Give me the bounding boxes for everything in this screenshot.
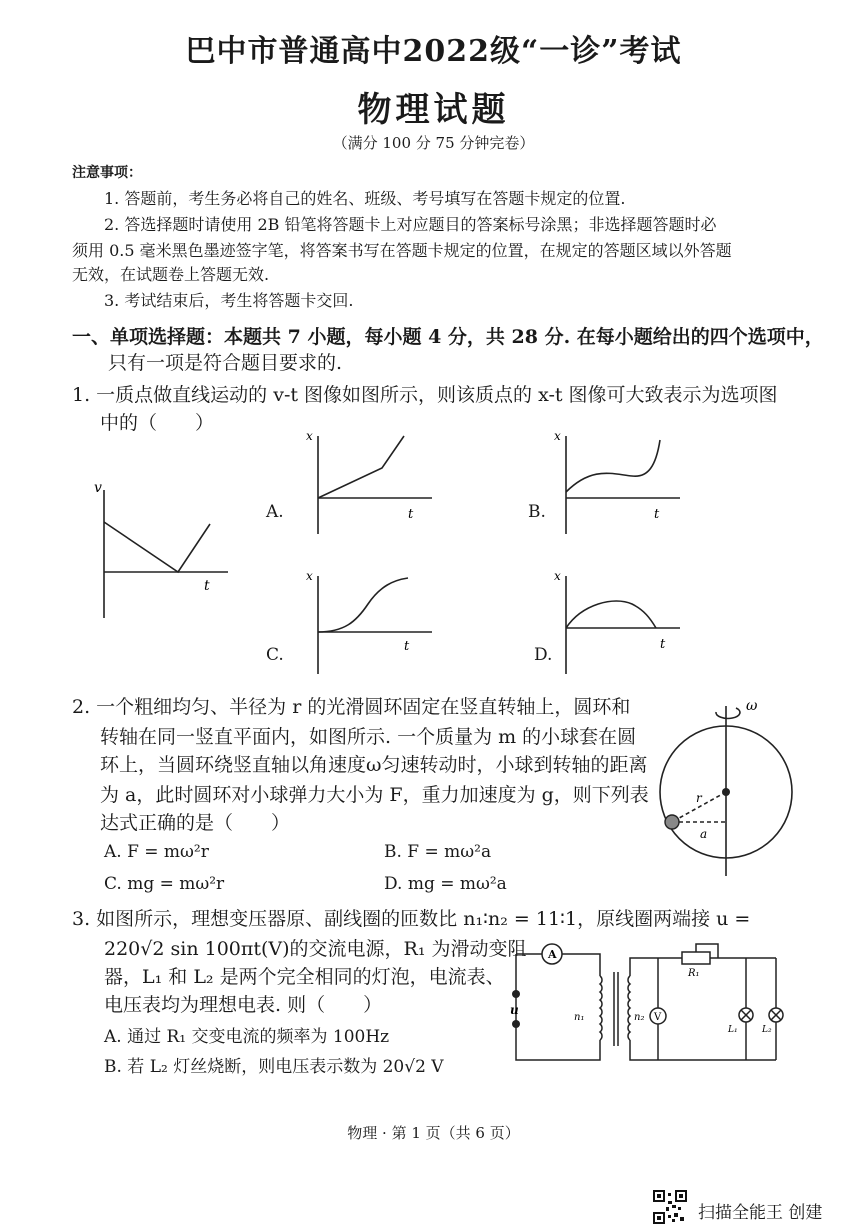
q3-stem-line-1: 3. 如图所示，理想变压器原、副线圈的匝数比 n₁∶n₂ = 11∶1，原线圈两端接 u = [72, 908, 751, 930]
n1-label: n₁ [574, 1012, 585, 1023]
q1-c-xlabel: t [404, 639, 410, 654]
section1-heading: 一、单项选择题：本题共 7 小题，每小题 4 分，共 28 分. 在每小题给出的四个选项中， [72, 326, 824, 348]
q1-option-b-label: B. [528, 502, 546, 522]
q1-option-c-label: C. [266, 645, 284, 665]
q1-d-ylabel: x [554, 569, 561, 583]
q2-option-a: A. F = mω²r [104, 842, 209, 862]
q3-option-b: B. 若 L₂ 灯丝烧断，则电压表示数为 20√2 V [104, 1057, 444, 1077]
l1-label: L₁ [728, 1025, 738, 1035]
q1-option-a-graph [304, 426, 434, 536]
q2-stem-line-1: 2. 一个粗细均匀、半径为 r 的光滑圆环固定在竖直转轴上，圆环和 [72, 696, 631, 718]
q1-b-ylabel: x [554, 429, 561, 443]
q3-circuit-figure [506, 936, 802, 1066]
q1-a-xlabel: t [408, 507, 414, 522]
q2-ring-figure [650, 690, 800, 880]
section1-note: 只有一项是符合题目要求的. [108, 352, 343, 374]
notice-line-3: 须用 0.5 毫米黑色墨迹签字笔，将答案书写在答题卡规定的位置，在规定的答题区域以外答题 [72, 241, 732, 260]
score-note: （满分 100 分 75 分钟完卷） [332, 134, 535, 152]
q2-stem-line-4: 为 a，此时圆环对小球弹力大小为 F，重力加速度为 g，则下列表 [100, 784, 649, 806]
q1-option-d-label: D. [534, 645, 553, 665]
ball [665, 815, 679, 829]
q1-a-ylabel: x [306, 429, 313, 443]
q1-b-xlabel: t [654, 507, 660, 522]
radius-label: r [696, 791, 702, 805]
notice-line-4: 无效，在试题卷上答题无效. [72, 265, 270, 284]
q2-option-d: D. mg = mω²a [384, 874, 507, 894]
r1-label: R₁ [688, 968, 700, 979]
vt-ylabel: v [94, 480, 102, 496]
exam-title: 巴中市普通高中2022级“一诊”考试 [185, 34, 682, 69]
voltmeter-label: V [654, 1012, 662, 1023]
q2-option-b: B. F = mω²a [384, 842, 492, 862]
q1-option-a-label: A. [266, 502, 284, 522]
vt-xlabel: t [204, 578, 210, 594]
ammeter-label: A [548, 948, 557, 961]
scanner-brand: 扫描全能王 创建 [698, 1203, 823, 1223]
q1-c-ylabel: x [306, 569, 313, 583]
qr-code-icon [652, 1189, 688, 1225]
n2-label: n₂ [634, 1012, 645, 1023]
l2-label: L₂ [762, 1025, 772, 1035]
q3-stem-line-4: 电压表均为理想电表. 则（ ） [104, 994, 383, 1016]
notice-line-1: 1. 答题前，考生务必将自己的姓名、班级、考号填写在答题卡规定的位置. [104, 189, 626, 208]
notice-line-5: 3. 考试结束后，考生将答题卡交回. [104, 291, 354, 310]
notice-line-2: 2. 答选择题时请使用 2B 铅笔将答题卡上对应题目的答案标号涂黑；非选择题答题时必 [104, 215, 717, 234]
subject-title: 物理试题 [357, 90, 510, 130]
q2-option-c: C. mg = mω²r [104, 874, 225, 894]
vt-graph [88, 478, 228, 618]
q3-option-a: A. 通过 R₁ 交变电流的频率为 100Hz [104, 1027, 390, 1047]
q2-stem-line-2: 转轴在同一竖直平面内，如图所示. 一个质量为 m 的小球套在圆 [100, 726, 637, 748]
q1-d-xlabel: t [660, 637, 666, 652]
distance-label: a [700, 827, 708, 841]
q2-stem-line-5: 达式正确的是（ ） [100, 812, 291, 834]
q3-stem-line-3: 器，L₁ 和 L₂ 是两个完全相同的灯泡，电流表、 [104, 966, 505, 988]
source-label: u [510, 1003, 519, 1017]
q3-stem-line-2: 220√2 sin 100πt(V)的交流电源，R₁ 为滑动变阻 [104, 938, 527, 960]
q1-stem-line-2: 中的（ ） [100, 412, 215, 434]
q2-stem-line-3: 环上，当圆环绕竖直轴以角速度ω匀速转动时，小球到转轴的距离 [100, 754, 648, 776]
q1-stem-line-1: 1. 一质点做直线运动的 v-t 图像如图所示，则该质点的 x-t 图像可大致表示为选项图 [72, 384, 778, 406]
q1-option-c-graph [304, 566, 434, 676]
omega-label: ω [746, 698, 758, 714]
notice-heading: 注意事项： [72, 165, 142, 181]
q1-option-d-graph [552, 566, 682, 676]
q1-option-b-graph [552, 426, 682, 536]
page-footer: 物理 · 第 1 页（共 6 页） [347, 1124, 520, 1142]
